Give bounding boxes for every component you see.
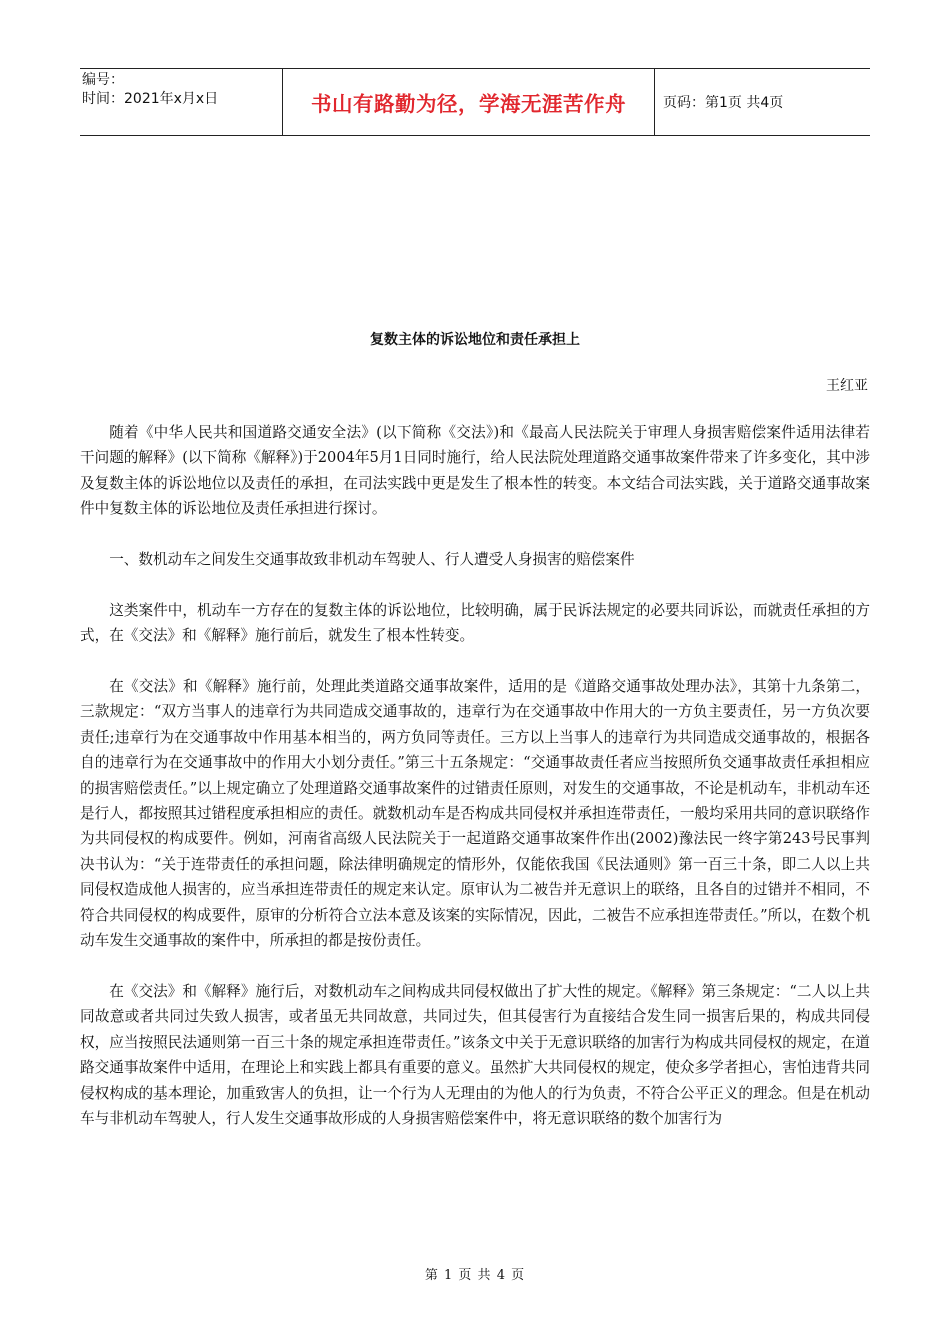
paragraph: 随着《中华人民共和国道路交通安全法》(以下简称《交法》)和《最高人民法院关于审理人身损害赔偿案件适用法律若干问题的解释》(以下简称《解释》)于2004年5月1日同时施行，给人民法院处理道路交通事故案件带来了许多变化，其中涉及复数主体的诉讼地位以及责任的承担，在司法实践中更是发生了根本性的转变。本文结合司法实践，关于道路交通事故案件中复数主体的诉讼地位及责任承担进行探讨。	[80, 424, 870, 518]
header-table	[80, 68, 870, 136]
document-author: 王红亚	[826, 378, 868, 394]
header-motto-cell	[282, 69, 655, 135]
time-label: 时间：2021年x月x日	[82, 91, 219, 107]
header-page-cell	[655, 69, 870, 135]
page-footer: 第 1 页 共 4 页	[424, 1268, 526, 1283]
paragraph: 在《交法》和《解释》施行后，对数机动车之间构成共同侵权做出了扩大性的规定。《解释》第三条规定：“二人以上共同故意或者共同过失致人损害，或者虽无共同故意，共同过失，但其侵害行为直接结合发生同一损害后果的，构成共同侵权，应当按照民法通则第一百三十条的规定承担连带责任。”该条文中关于无意识联络的加害行为构成共同侵权的规定，在道路交通事故案件中适用，在理论上和实践上都具有重要的意义。虽然扩大共同侵权的规定，使众多学者担心，害怕违背共同侵权构成的基本理论，加重致害人的负担，让一个行为人无理由的为他人的行为负责，不符合公平正义的理念。但是在机动车与非机动车驾驶人，行人发生交通事故形成的人身损害赔偿案件中，将无意识联络的数个加害行为	[80, 982, 870, 1127]
section-heading: 一、数机动车之间发生交通事故致非机动车驾驶人、行人遭受人身损害的赔偿案件	[109, 551, 635, 569]
page-info: 页码：第1页 共4页	[663, 95, 784, 111]
paragraph: 这类案件中，机动车一方存在的复数主体的诉讼地位，比较明确，属于民诉法规定的必要共同诉讼，而就责任承担的方式，在《交法》和《解释》施行前后，就发生了根本性转变。	[80, 601, 870, 645]
paragraph: 在《交法》和《解释》施行前，处理此类道路交通事故案件，适用的是《道路交通事故处理办法》，其第十九条第二，三款规定：“双方当事人的违章行为共同造成交通事故的，违章行为在交通事故中作用大的一方负主要责任，另一方负次要责任;违章行为在交通事故中作用基本相当的，两方负同等责任。三方以上当事人的违章行为共同造成交通事故的，根据各自的违章行为在交通事故中的作用大小划分责任。”第三十五条规定：“交通事故责任者应当按照所负交通事故责任承担相应的损害赔偿责任。”以上规定确立了处理道路交通事故案件的过错责任原则，对发生的交通事故，不论是机动车，非机动车还是行人，都按照其过错程度承担相应的责任。就数机动车是否构成共同侵权并承担连带责任，一般均采用共同的意识联络作为共同侵权的构成要件。例如，河南省高级人民法院关于一起道路交通事故案件作出(2002)豫法民一终字第243号民事判决书认为：“关于连带责任的承担问题，除法律明确规定的情形外，仅能依我国《民法通则》第一百三十条，即二人以上共同侵权造成他人损害的，应当承担连带责任的规定来认定。原审认为二被告并无意识上的联络，且各自的过错并不相同，不符合共同侵权的构成要件，原审的分析符合立法本意及该案的实际情况，因此，二被告不应承担连带责任。”所以，在数个机动车发生交通事故的案件中，所承担的都是按份责任。	[80, 678, 870, 950]
number-label: 编号：	[82, 72, 124, 88]
document-title: 复数主体的诉讼地位和责任承担上	[370, 332, 580, 348]
document-body	[80, 420, 870, 1157]
motto-text: 书山有路勤为径，学海无涯苦作舟	[311, 92, 626, 116]
header-meta-cell	[80, 69, 282, 135]
